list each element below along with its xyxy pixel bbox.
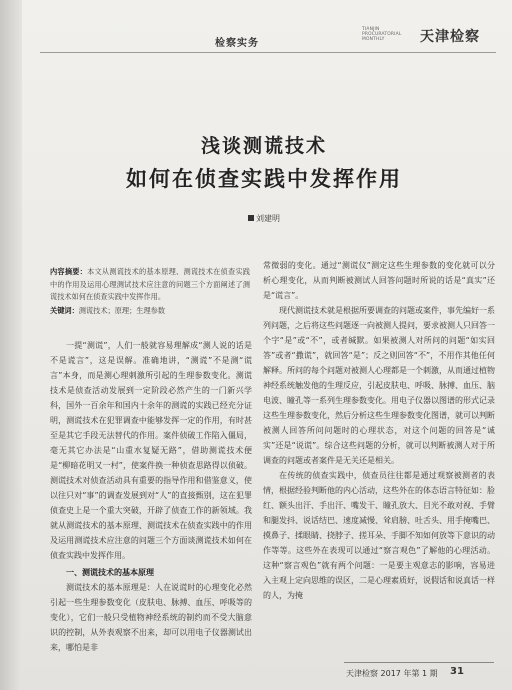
footer-journal-issue: 天津检察 2017 年第 1 期 bbox=[346, 669, 438, 678]
body-paragraph-2: 现代测谎技术就是根据所要调查的问题或案件，事先编好一系列问题，之后将这些问题逐一向被测人提问，要求被测人只回答一个字“是”或“不”，或者缄默。如果被测人对所问的问题“如实回答”或者“撒谎”，就回答“是”；反之则回答“不”，不用作其他任何解释。所问的每个问题对被测人心理都是一个刺激，从而通过植物神经系统触发他的生理反应，引起皮肤电、呼吸、脉搏、血压、脑电波、瞳孔等一系列生理参数变化。用电子仪器以图谱的形式记录这些生理参数变化，然后分析这些生理参数变化图谱，就可以判断被测人回答所问问题时的心理状态，对这个问题的回答是“诚实”还是“说谎”。综合这些问题的分析，就可以判断被测人对于所调查的问题或者案件是无关还是相关。 bbox=[263, 306, 495, 465]
page-footer bbox=[344, 662, 494, 681]
keywords-label: 关键词： bbox=[50, 305, 79, 315]
section1-heading: 一、测谎技术的基本原理 bbox=[66, 568, 154, 577]
keywords bbox=[50, 305, 250, 318]
journal-logo: 天津检察 bbox=[420, 29, 480, 45]
page-number: 31 bbox=[450, 666, 464, 677]
abstract-text: 本文从测谎技术的基本原理、测谎技术在侦查实践中的作用及运用心理测试技术应注意的问题三个方面阐述了测谎技术如何在侦查实践中发挥作用。 bbox=[50, 267, 250, 301]
section-label: 检察实务 bbox=[215, 38, 259, 49]
logo-en-line2: PROCURATORIAL bbox=[362, 32, 402, 38]
abstract bbox=[50, 266, 250, 304]
journal-logo-english bbox=[362, 27, 402, 43]
left-column bbox=[50, 338, 252, 655]
logo-en-line1: TIANJIN bbox=[362, 27, 380, 32]
author-byline bbox=[248, 213, 280, 224]
abstract-block bbox=[50, 266, 250, 332]
continued-paragraph: 常微弱的变化。通过“测谎仪”测定这些生理参数的变化就可以分析心理变化，从而判断被测试人回答问题时所说的话是“真实”还是“谎言”。 bbox=[263, 261, 495, 300]
right-column bbox=[263, 258, 495, 603]
article-title-line1: 浅谈测谎技术 bbox=[200, 135, 327, 157]
article-title-line2: 如何在侦查实践中发挥作用 bbox=[126, 166, 402, 191]
body-paragraph-3: 在传统的侦查实践中，侦查员往往都是通过观察被测者的表情，根据经验判断他的内心活动，这些外在的体态语言特征如：脸红、额头出汗、手出汗、嘴发干、瞳孔放大、目光不敢对视、手臂和腿发抖、说话结巴、速度减慢、耸肩膀、吐舌头、用手掩嘴巴、摸鼻子、揉眼睛、挠脖子、搓耳朵、手脚不知如何放等下意识的动作等等。这些外在表现可以通过“察言观色”了解他的心理活动。这种“察言观色”就有两个问题：一是要主观意志的影响，容易进入主观上定向思维的误区，二是心理素质好，说假话和说真话一样的人，为掩 bbox=[263, 471, 495, 600]
page-spine-shadow bbox=[0, 0, 22, 690]
byline-square-icon bbox=[248, 215, 254, 221]
abstract-label: 内容摘要： bbox=[50, 267, 88, 276]
keywords-text: 测谎技术；原理；生理参数 bbox=[78, 305, 166, 315]
author-name: 刘建明 bbox=[256, 214, 280, 223]
intro-paragraph: 一提“测谎”，人们一般就容易理解成“测人说的话是不是谎言”，这是误解。准确地讲，“测谎”不是测“谎言”本身，而是测心理刺激所引起的生理参数变化。测谎技术是侦查活动发展到一定阶段必然产生的一门新兴学科，国外一百余年和国内十余年的测谎的实践已经充分证明，测谎技术在犯罪调查中能够发挥一定的作用，有时甚至是其它手段无法替代的作用。案件侦破工作陷入僵局，毫无其它办法是“山重水复疑无路”，借助测谎技术便是“柳暗花明又一村”，使案件换一种侦查思路得以侦破。测谎技术对侦查活动具有重要的指导作用和借鉴意义，使以往只对“事”的调查发展到对“人”的直接甄别，这在犯罪侦查史上是一个重大突破，开辟了侦查工作的新领域。我就从测谎技术的基本原理、测谎技术在侦查实践中的作用及运用测谎技术应注意的问题三个方面谈测谎技术如何在侦查实践中发挥作用。 bbox=[50, 341, 252, 560]
section1-paragraph: 测谎技术的基本原理是：人在说谎时的心理变化必然引起一些生理参数变化（皮肤电、脉搏、血压、呼吸等的变化），它们一般只受植物神经系统的制约而不受大脑意识的控制，从外表观察不出来，却可以用电子仪器测试出来，哪怕是非 bbox=[50, 583, 252, 652]
logo-en-line3: MONTHLY bbox=[362, 37, 385, 43]
